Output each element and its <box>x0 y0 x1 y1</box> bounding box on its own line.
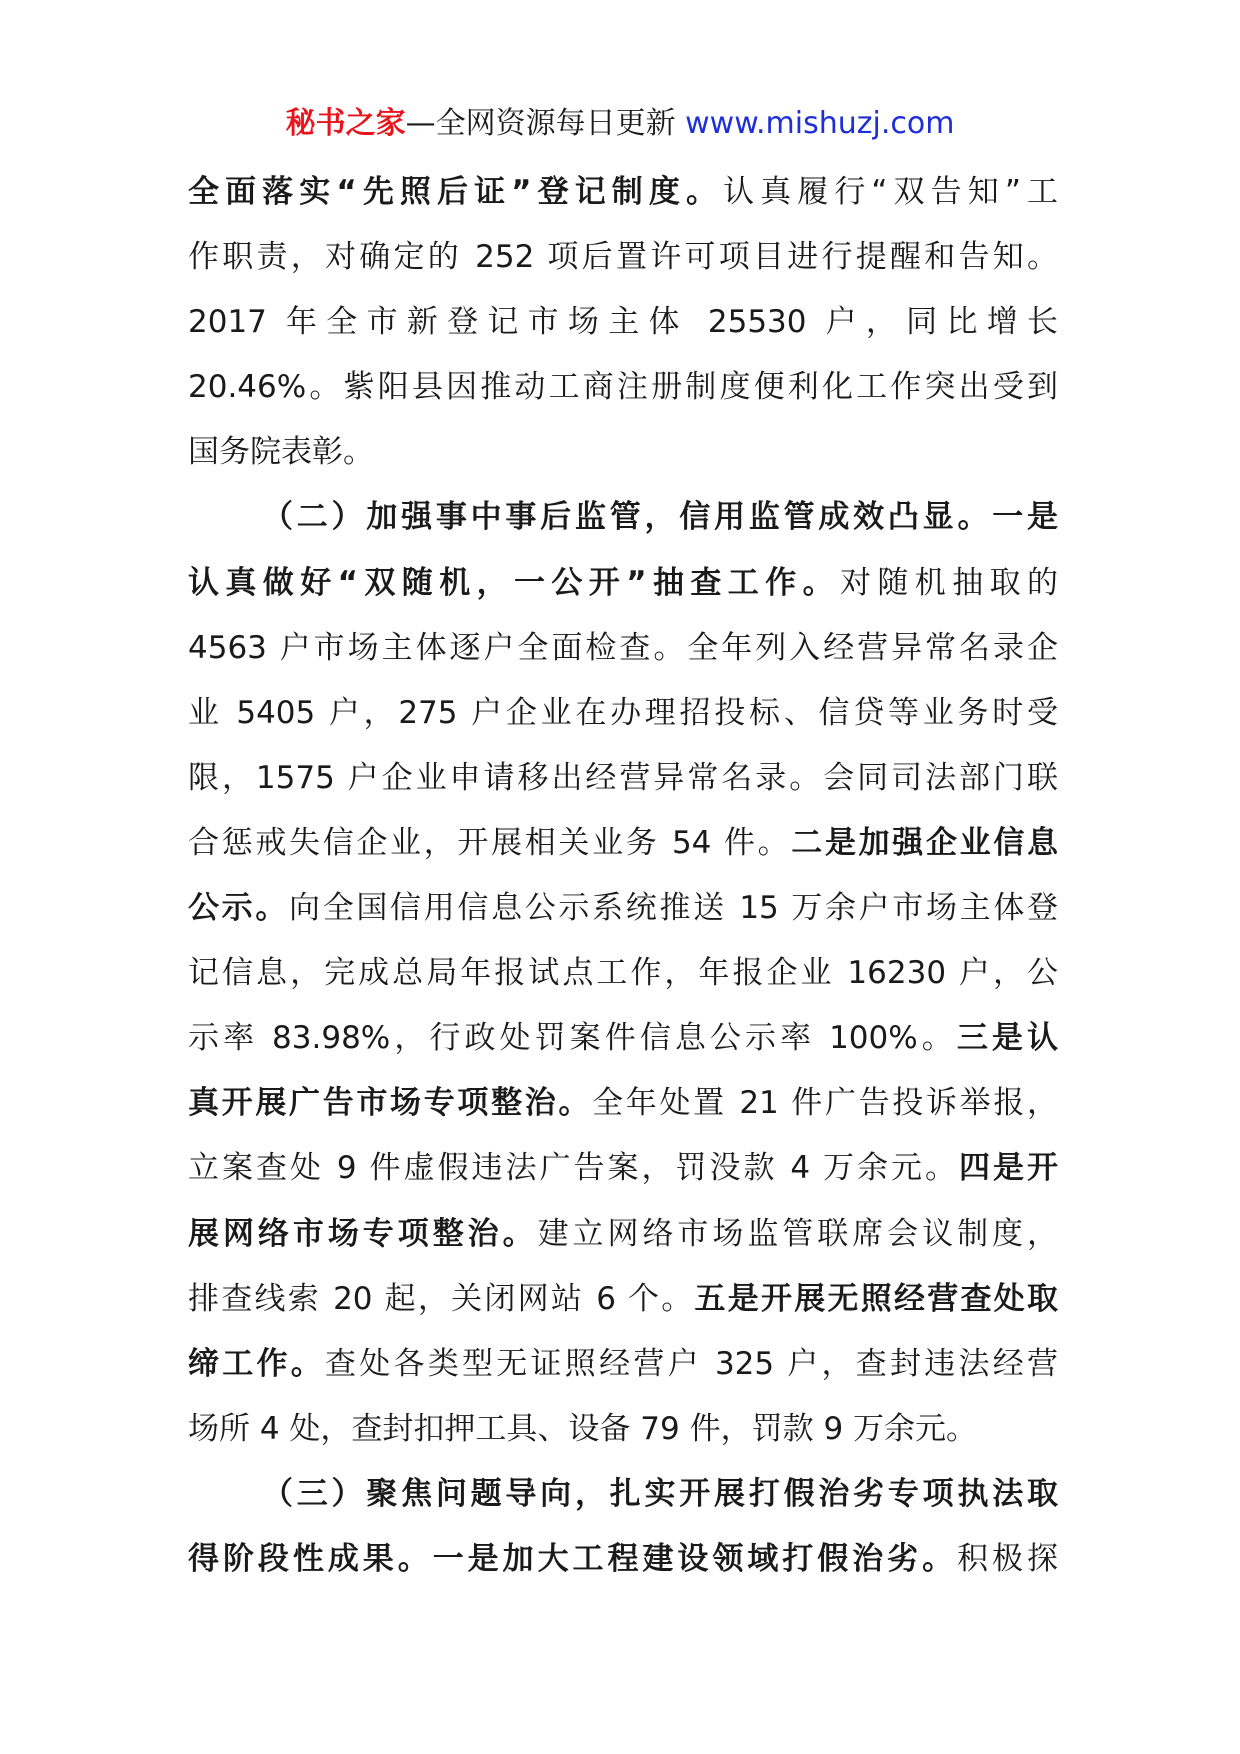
text-run: 向全国信用信息公示系统推送 15 万余户市场主体登 <box>289 890 1058 927</box>
text-line <box>188 290 1058 355</box>
text-line <box>188 1397 1058 1462</box>
text-line <box>188 811 1058 876</box>
text-run: 积极探 <box>957 1540 1058 1577</box>
bold-run: 展网络市场专项整治。 <box>188 1215 538 1252</box>
text-line <box>188 941 1058 1006</box>
text-run: 建立网络市场监管联席会议制度， <box>537 1215 1058 1252</box>
text-run: 国务院表彰。 <box>188 434 374 471</box>
text-line <box>188 551 1058 616</box>
text-line <box>188 1006 1058 1071</box>
bold-run: （三）聚焦问题导向，扎实开展打假治劣专项执法取 <box>262 1475 1058 1512</box>
tagline: —全网资源每日更新 <box>405 106 676 141</box>
text-line <box>188 876 1058 941</box>
text-line <box>188 1332 1058 1397</box>
text-line <box>188 681 1058 746</box>
text-run: 作职责，对确定的 252 项后置许可项目进行提醒和告知。 <box>188 239 1058 276</box>
bold-run: 缔工作。 <box>188 1345 326 1382</box>
text-line <box>188 746 1058 811</box>
text-run: 查处各类型无证照经营户 325 户，查封违法经营 <box>325 1345 1058 1382</box>
text-run: 2017 年全市新登记市场主体 25530 户，同比增长 <box>188 304 1058 341</box>
text-run: 限，1575 户企业申请移出经营异常名录。会同司法部门联 <box>188 759 1058 796</box>
bold-run: 认真做好“双随机，一公开”抽查工作。 <box>188 564 840 601</box>
bold-run: 三是认 <box>956 1020 1058 1057</box>
text-run: 立案查处 9 件虚假违法广告案，罚没款 4 万余元。 <box>188 1150 959 1187</box>
text-line <box>188 1527 1058 1592</box>
text-line <box>188 616 1058 681</box>
text-run: 合惩戒失信企业，开展相关业务 54 件。 <box>188 824 792 861</box>
text-line <box>188 225 1058 290</box>
site-header <box>0 104 1240 144</box>
text-line <box>188 1267 1058 1332</box>
text-run: 4563 户市场主体逐户全面检查。全年列入经营异常名录企 <box>188 629 1058 666</box>
bold-run: 二是加强企业信息 <box>791 824 1058 861</box>
text-run: 认真履行“双告知”工 <box>723 174 1058 210</box>
text-run: 场所 4 处，查封扣押工具、设备 79 件，罚款 9 万余元。 <box>188 1410 978 1447</box>
section-heading-line <box>188 485 1058 550</box>
text-line <box>188 1136 1058 1201</box>
text-run: 记信息，完成总局年报试点工作，年报企业 16230 户，公 <box>188 955 1058 992</box>
bold-run: 四是开 <box>958 1150 1058 1187</box>
bold-run: （二）加强事中事后监管，信用监管成效凸显。一是 <box>262 499 1058 536</box>
bold-run: 五是开展无照经营查处取 <box>694 1280 1058 1317</box>
bold-run: 公示。 <box>188 890 290 927</box>
text-line <box>188 420 1058 485</box>
text-line <box>188 1071 1058 1136</box>
site-url: www.mishuzj.com <box>685 106 955 141</box>
section-heading-line <box>188 1462 1058 1527</box>
text-run: 全年处置 21 件广告投诉举报， <box>592 1085 1058 1122</box>
text-line <box>188 355 1058 420</box>
text-run: 20.46%。紫阳县因推动工商注册制度便利化工作突出受到 <box>188 369 1058 406</box>
text-line <box>188 1202 1058 1267</box>
text-line <box>188 160 1058 225</box>
text-run: 业 5405 户，275 户企业在办理招投标、信贷等业务时受 <box>188 694 1058 731</box>
bold-run: 全面落实“先照后证”登记制度。 <box>188 174 724 210</box>
brand-name: 秘书之家 <box>285 106 406 141</box>
text-run: 排查线索 20 起，关闭网站 6 个。 <box>188 1280 695 1317</box>
text-run: 示率 83.98%，行政处罚案件信息公示率 100%。 <box>188 1020 957 1057</box>
bold-run: 真开展广告市场专项整治。 <box>188 1085 593 1122</box>
text-run: 对随机抽取的 <box>840 564 1058 601</box>
bold-run: 得阶段性成果。一是加大工程建设领域打假治劣。 <box>188 1540 958 1577</box>
document-body <box>188 160 1058 1592</box>
